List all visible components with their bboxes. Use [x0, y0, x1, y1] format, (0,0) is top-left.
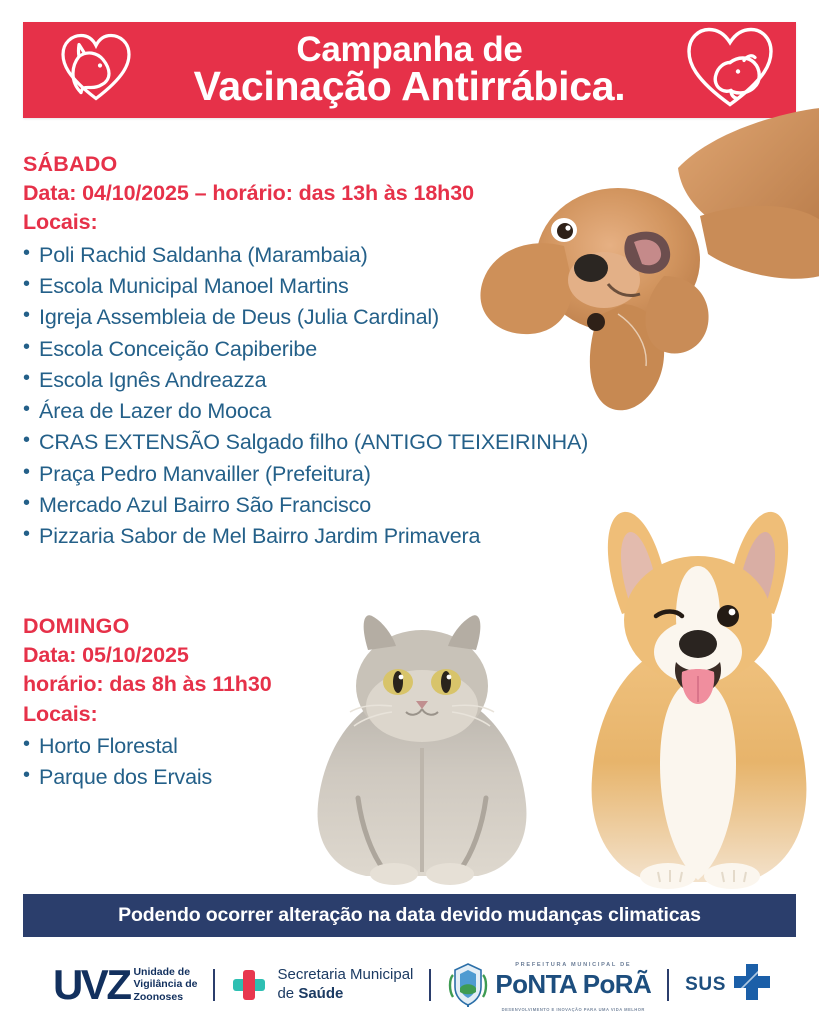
header-banner — [23, 22, 796, 118]
uvz-subtitle — [133, 966, 197, 1003]
list-item: • Praça Pedro Manvailler (Prefeitura) — [23, 459, 703, 490]
saturday-date-line: Data: 04/10/2025 – horário: das 13h às 18h30 — [23, 181, 474, 206]
ponta-pora-wordmark: PoNTA PoRÃ — [495, 968, 652, 999]
saturday-schedule-block — [23, 150, 703, 553]
cat-in-heart-icon — [57, 31, 135, 110]
footer-divider — [213, 969, 215, 1001]
uvz-logo — [52, 960, 198, 1008]
ponta-pora-tagline: DESENVOLVIMENTO E INOVAÇÃO PARA UMA VIDA MELHOR — [501, 1007, 645, 1013]
uvz-wordmark: UVZ — [52, 960, 130, 1008]
footer-logo-row — [0, 945, 819, 1024]
dog-in-heart-icon — [682, 25, 778, 116]
saturday-location-list — [23, 240, 703, 553]
saturday-locais-label: Locais: — [23, 210, 98, 235]
ponta-pora-top-label: PREFEITURA MUNICIPAL DE — [515, 961, 632, 968]
sunday-location-list — [23, 731, 443, 794]
sunday-time-line: horário: das 8h às 11h30 — [23, 672, 272, 697]
secretaria-saude-text — [277, 966, 413, 1003]
sus-logo — [685, 962, 772, 1007]
sus-cross-icon — [732, 962, 772, 1007]
sunday-locais-label: Locais: — [23, 701, 98, 726]
list-item: • Área de Lazer do Mooca — [23, 396, 703, 427]
sunday-date-line: Data: 05/10/2025 — [23, 643, 189, 668]
campaign-title-line2: Vacinação Antirrábica. — [193, 63, 626, 110]
list-item: • Igreja Assembleia de Deus (Julia Cardinal) — [23, 302, 703, 333]
sus-wordmark: SUS — [685, 973, 727, 995]
uvz-subtitle-line1: Unidade de — [133, 965, 191, 978]
uvz-subtitle-line2: Vigilância de — [133, 978, 198, 991]
list-item: • Mercado Azul Bairro São Francisco — [23, 490, 703, 521]
list-item: • Poli Rachid Saldanha (Marambaia) — [23, 240, 703, 271]
sunday-day-label: DOMINGO — [23, 614, 130, 638]
secretaria-saude-logo — [231, 966, 413, 1003]
list-item: • Escola Conceição Capiberibe — [23, 334, 703, 365]
ponta-pora-text — [495, 953, 651, 1016]
sunday-schedule-block — [23, 612, 443, 794]
city-coat-of-arms-icon — [447, 961, 489, 1007]
secretaria-line1: Secretaria Municipal — [277, 966, 414, 984]
list-item: • Pizzaria Sabor de Mel Bairro Jardim Primavera — [23, 521, 703, 552]
secretaria-line2-prefix: de — [277, 984, 299, 1002]
list-item: • CRAS EXTENSÃO Salgado filho (ANTIGO TEIXEIRINHA) — [23, 427, 703, 458]
list-item: • Escola Ignês Andreazza — [23, 365, 703, 396]
list-item: • Parque dos Ervais — [23, 762, 443, 793]
uvz-subtitle-line3: Zoonoses — [133, 990, 184, 1003]
health-cross-icon — [231, 968, 267, 1002]
list-item: • Horto Florestal — [23, 731, 443, 762]
campaign-title — [190, 29, 630, 110]
ponta-pora-logo — [447, 953, 651, 1016]
secretaria-line2-bold: Saúde — [298, 984, 344, 1002]
footer-divider — [667, 969, 669, 1001]
saturday-day-label: SÁBADO — [23, 152, 118, 176]
weather-notice-text: Podendo ocorrer alteração na data devido mudanças climaticas — [118, 904, 701, 926]
weather-notice-banner — [23, 894, 796, 937]
footer-divider — [429, 969, 431, 1001]
list-item: • Escola Municipal Manoel Martins — [23, 271, 703, 302]
campaign-title-line1: Campanha de — [296, 29, 523, 69]
